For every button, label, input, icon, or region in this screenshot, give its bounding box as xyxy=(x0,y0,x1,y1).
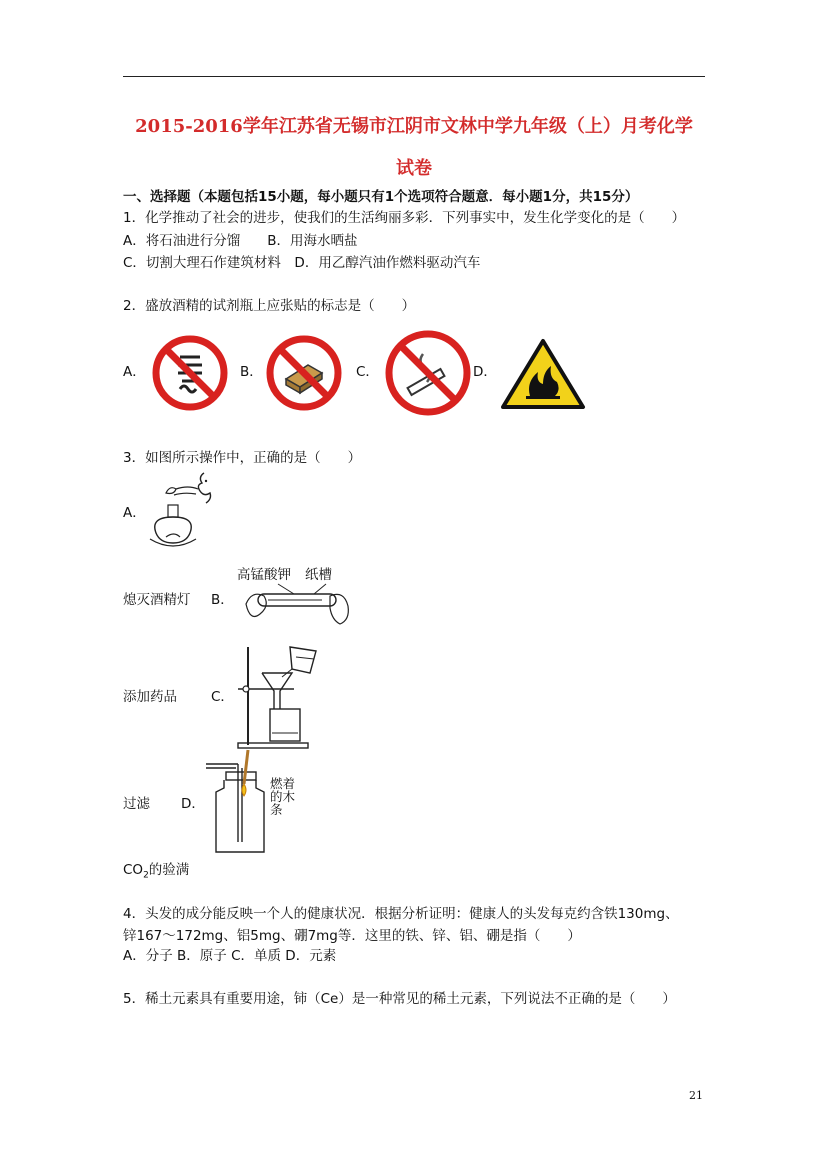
section-heading: 一、选择题（本题包括15小题，每小题只有1个选项符合题意．每小题1分，共15分） xyxy=(123,189,639,205)
co2-full-test-bottle-figure xyxy=(204,750,268,856)
q3-b-label-kmno4: 高锰酸钾 xyxy=(237,567,291,583)
q3-label-a: A． xyxy=(123,505,146,521)
q3-label-c: C． xyxy=(211,689,234,705)
q2-label-c: C． xyxy=(356,364,379,380)
no-fire-sign-icon xyxy=(150,333,230,413)
q5-stem: 5．稀土元素具有重要用途，铈（Ce）是一种常见的稀土元素，下列说法不正确的是（ ） xyxy=(123,991,676,1007)
q3-caption-d: $CO_2$的验满 xyxy=(123,862,190,881)
no-matches-sign-icon xyxy=(264,333,344,413)
add-powder-to-test-tube-figure xyxy=(238,582,350,630)
q4-line1: 4．头发的成分能反映一个人的健康状况．根据分析证明：健康人的头发每克约含铁130mg、 xyxy=(123,906,679,922)
exam-title-line2: 试卷 xyxy=(396,158,432,179)
q2-label-d: D． xyxy=(473,364,497,380)
blow-out-alcohol-lamp-figure xyxy=(146,467,221,559)
q3-label-b: B． xyxy=(211,592,234,608)
q3-stem: 3．如图所示操作中，正确的是（ ） xyxy=(123,450,362,466)
page-number: 21 xyxy=(689,1089,703,1102)
q3-b-label-paper-trough: 纸槽 xyxy=(305,567,332,583)
q3-caption-b: 添加药品 xyxy=(123,689,177,705)
q3-label-d: D． xyxy=(181,796,205,812)
q1-options-ab: A．将石油进行分馏 B．用海水晒盐 xyxy=(123,233,358,249)
q3-caption-c: 过滤 xyxy=(123,796,150,812)
q1-options-cd: C．切割大理石作建筑材料 D．用乙醇汽油作燃料驱动汽车 xyxy=(123,255,481,271)
q4-options: A．分子 B．原子 C．单质 D．元素 xyxy=(123,948,337,964)
q2-label-b: B． xyxy=(240,364,263,380)
q2-label-a: A． xyxy=(123,364,146,380)
q1-stem: 1．化学推动了社会的进步，使我们的生活绚丽多彩．下列事实中，发生化学变化的是（ ） xyxy=(123,210,686,226)
exam-title-line1: 2015-2016学年江苏省无锡市江阴市文林中学九年级（上）月考化学 xyxy=(135,116,693,137)
filtration-apparatus-figure xyxy=(234,643,328,751)
header-rule xyxy=(123,76,705,77)
q4-line2: 锌167～172mg、铝5mg、硼7mg等．这里的铁、锌、铝、硼是指（ ） xyxy=(123,928,581,944)
flammable-warning-sign-icon xyxy=(500,338,586,410)
q3-d-label-burning-stick: 燃着 的木 条 xyxy=(270,776,296,817)
q3-caption-a: 熄灭酒精灯 xyxy=(123,592,191,608)
no-smoking-sign-icon xyxy=(383,328,473,418)
q2-stem: 2．盛放酒精的试剂瓶上应张贴的标志是（ ） xyxy=(123,298,416,314)
